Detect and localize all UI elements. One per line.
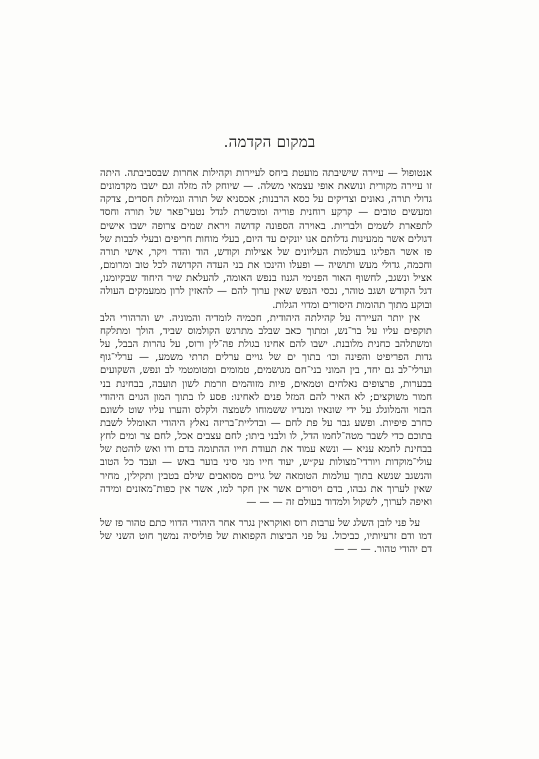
paragraph-3-text: על פני לובן השלג של ערבות רוס ואוקראין נגרר אחר היהודי הדווי כתם טהור פז של דמו ודם זרעיותיו, כביכול. על פני הביצות הקפואות של פוליסיה נמשך חוט השני של דם יהודי טהור. — — — — [100, 518, 432, 556]
paragraph-2 — [100, 312, 432, 509]
paragraph-1-text: אנטופול — עיירה שישיבתה מועטת ביחס לעיירות וקהילות אחרות שבסביבתה. היתה זו עיירה מקורית ונושאת אופי עצמאי משלה. — שיוחק לה מזלה וגם ישבו מקדמונים גדולי תורה, גאונים וצדיקים על כסא הרבנות; אכסניא של תורה וגמילות חסדים, צדקה ומעשים טובים — קרקע רוחנית פוריה ומוכשרת לגדל נטעי־פאר של תורה וחסד לתפארת לשמים ולבריות. באוירה הספונה קדושה ויראת שמים צרופה ישבו אישים דגולים אשר ממעינות גדלותם אנו יונקים עד היום, בעלי מוחות חריפים ובעלי לבבות של פז אשר הפליגו בעולמות העליונים של אצילות וקודש, הוד והדר ויקר, אישי תורה וחכמה, גדולי מעש ותושיה — ופעלו והינכו את בני העדה הקדושה לכל טוב ומרומם, אציל ונשגב, לחשוף האור הפנימי הגנוז בנפש האומה, להעלאת שיר היחוד שבקיומנו, דגל הקודש ושגב טוהר, נכסי הנפש שאין ערוך להם — להאזין לרון ממעמקים העולה ובוקע מתוך תהומות היסורים ומדוי הגלות. — [100, 168, 432, 311]
page-title: במקום הקדמה. — [223, 133, 316, 151]
document-body — [100, 167, 432, 557]
paragraph-3 — [100, 517, 432, 556]
paragraph-2-text: אין יותר העיירה על קהילתה היהודית, חכמיה לומדיה והמוניה. יש והרהורי הלב תוקפים עליו על בר־נש, ומתוך כאב שבלב מתרגש הקולמוס שביד, הולך ומתלקח ומשתלהב כחנית מלובנת. ישבו להם אחינו בגולת פה־לין ורוס, על נהרות הבבל, על גדות הפריפיט והפינה וכו׳ בתוך ים של גויים ערלים תרתי משמע, — ערלי־גוף וערלי־לב גם יחד, בין המוני בני־חם מגושמים, טמומים ומטומטמי לב ונפש, השקועים בבערות, פרצופים נאלחים וטמאים, פיות מזוהמים וזרמת לשון תועבה, בבחינת בני חמור משוקצים; לא האיר להם המזל פנים לאחינו: פסע לו בתוך המון הגוים היהודי הבזוי והמלוגלג על ידי שונאיו ומנדיו ששמוחו לשמצה ולקלס והערו עליו שוט לשונם כחרב פיפיות. ופשע גבר על פת לחם — ובדליית־בריזה נאלץ היהודי האומלל לשבת בתוכם כדי לשבר מטה־לחמו הדל, לו ולבני ביתו; לחם עצבים אכל, לחם צר ומים לחץ בבחינת לחמא עניא — ונשא עמוד את תעודת חייו ההתומה בדם ודו ואש לוהטת של עולי־מוקדות ויורדי־מצולות עק״ש, יעוד חייו מני סיני בוער באש — ועבד כל הטוב והנשגב שנשא בתוך עולמות הטומאה של גויים מסואבים שילם בטבין ותקילין, מחיר שאין לערוך את גבהו, בדם ויסורים אשר אין חקר למו, אשר אין כפות־מאזנים ומידה ואיפה לערוך, לשקול ולמדוד בעולם זה — — — — [100, 312, 433, 508]
paragraph-1 — [100, 167, 432, 312]
